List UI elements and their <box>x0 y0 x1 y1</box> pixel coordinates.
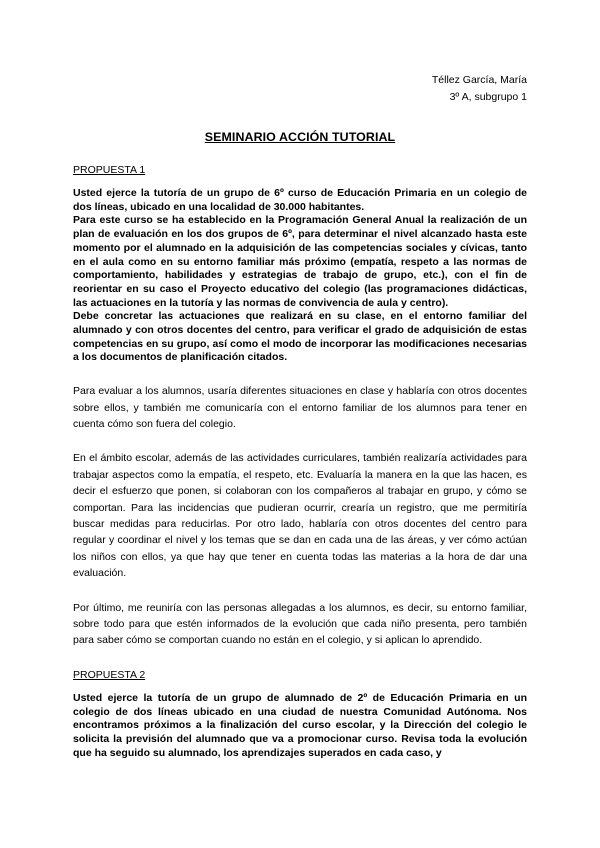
section-heading-2: PROPUESTA 2 <box>73 668 146 681</box>
prompt-paragraph: Usted ejerce la tutoría de un grupo de alumnado de 2º de Educación Primaria en un colegio de dos líneas ubicado en una ciudad de nuestra Comunidad Autónoma. Nos encontramos próximos a la finalización del curso escolar, y la Dirección del colegio le solicita la previsión del alumnado que va a promocionar curso. Revisa toda la evolución que ha seguido su alumnado, los aprendizajes superados en cada caso, y <box>73 691 527 759</box>
prompt-paragraph: Debe concretar las actuaciones que realizará en su clase, en el entorno familiar del alumnado y con otros docentes del centro, para verificar el grado de adquisición de estas competencias en su grupo, así como el modo de incorporar las modificaciones necesarias a los documentos de planificación citados. <box>73 310 527 364</box>
author-block <box>73 72 527 106</box>
answer-paragraph: Por último, me reuniría con las personas allegadas a los alumnos, es decir, su entorno familiar, sobre todo para que estén informados de la evolución que cada niño presenta, pero también para saber cómo se comportan cuando no están en el colegio, y si aplican lo aprendido. <box>73 601 527 647</box>
prompt-paragraph: Usted ejerce la tutoría de un grupo de 6º curso de Educación Primaria en un colegio de dos líneas, ubicado en una localidad de 30.000 habitantes. <box>73 187 527 213</box>
answer-paragraph: En el ámbito escolar, además de las actividades curriculares, también realizaría actividades para trabajar aspectos como la empatía, el respeto, etc. Evaluaría la manera en la que las hacen, es decir el esfuerzo que ponen, si colaboran con los compañeros al trabajar en grupo, y cómo se comportan. Para las incidencias que pudieran ocurrir, crearía un registro, que me permitiría buscar medidas para reducirlas. Por otro lado, hablaría con otros docentes del centro para regular y coordinar el nivel y los temas que se dan en cada una de las áreas, y ver cómo actúan los niños con ellos, ya que hay que tener en cuenta todas las materias a la hora de dar una evaluación. <box>73 452 527 580</box>
section-heading-1: PROPUESTA 1 <box>73 164 146 176</box>
prompt-paragraph: Para este curso se ha establecido en la Programación General Anual la realización de un plan de evaluación en los dos grupos de 6º, para determinar el nivel alcanzado hasta este momento por el alumnado en la adquisición de las competencias sociales y cívicas, tanto en el aula como en su entorno familiar más próximo (empatía, respeto a las normas de comportamiento, habilidades y estrategias de trabajo de grupo, etc.), con el fin de reorientar en su caso el Proyecto educativo del colegio (las programaciones didácticas, las actuaciones en la tutoría y las normas de convivencia de aula y centro). <box>73 214 527 309</box>
answer-paragraph: Para evaluar a los alumnos, usaría diferentes situaciones en clase y hablaría con otros docentes sobre ellos, y también me comunicaría con el entorno familiar de los alumnos para tener en cuenta cómo son fuera del colegio. <box>73 385 527 430</box>
author-group: 3º A, subgrupo 1 <box>449 91 527 103</box>
document-title: SEMINARIO ACCIÓN TUTORIAL <box>204 130 396 144</box>
author-name: Téllez García, María <box>431 74 527 86</box>
prompt-1 <box>73 187 527 365</box>
prompt-2 <box>73 692 527 761</box>
